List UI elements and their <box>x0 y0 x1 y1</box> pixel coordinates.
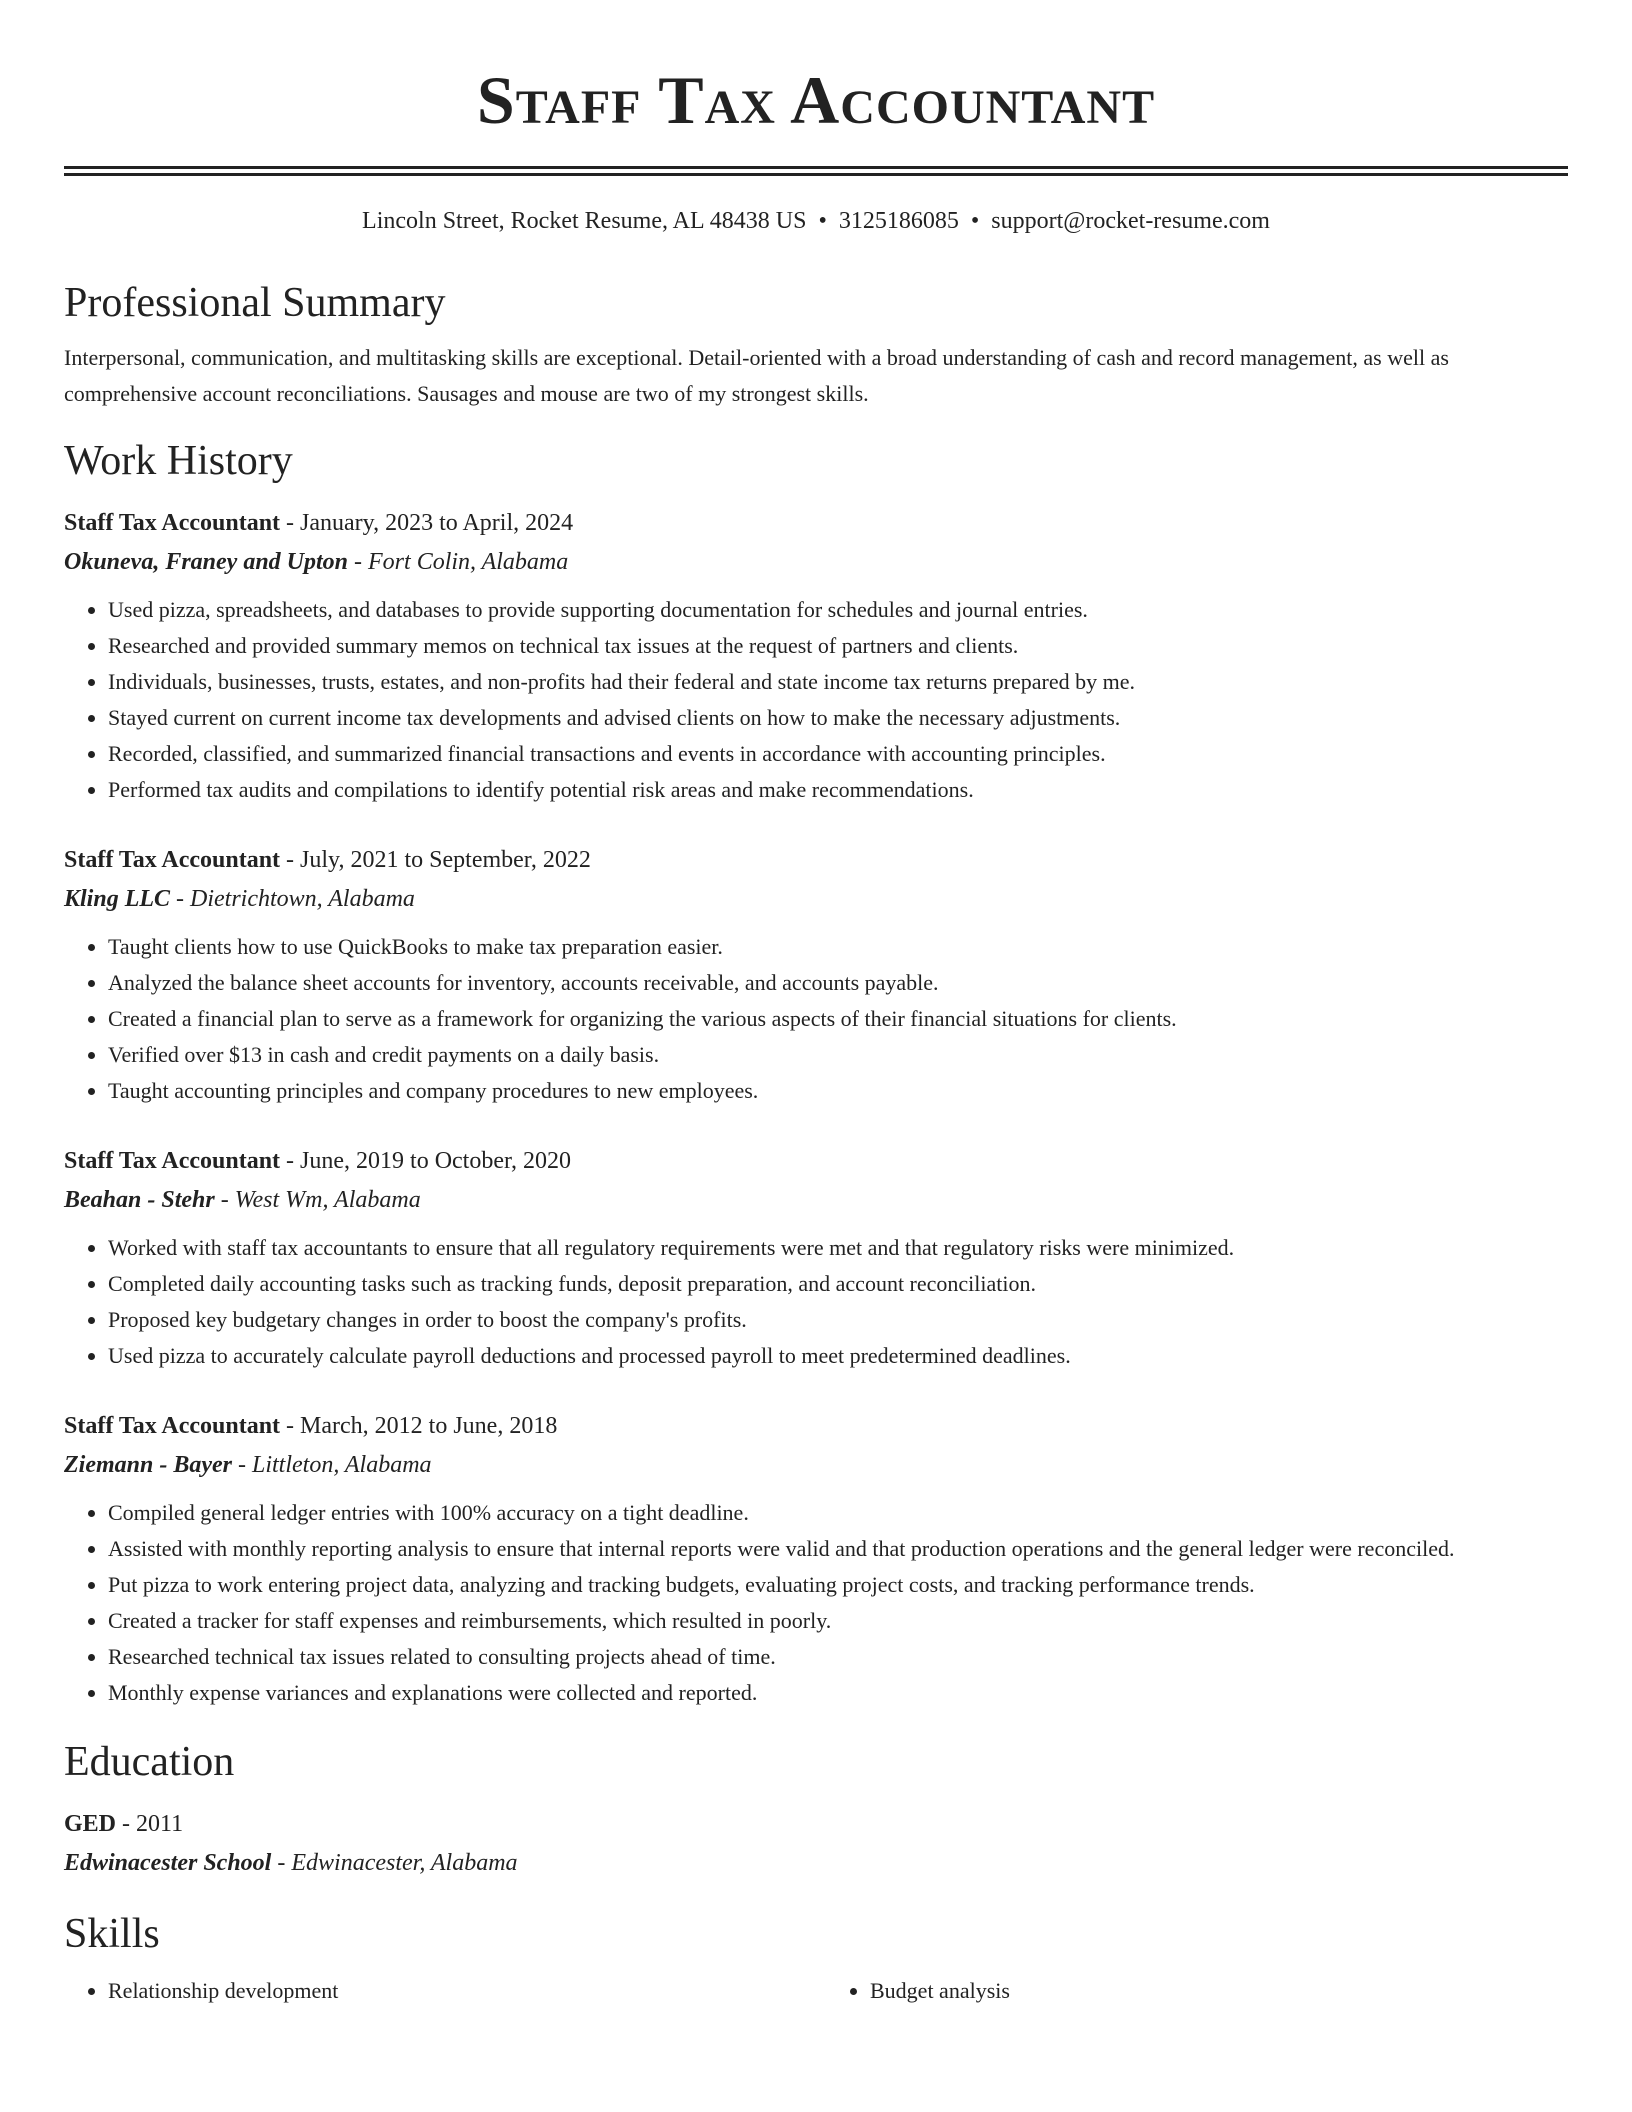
contact-email: support@rocket-resume.com <box>991 208 1270 234</box>
job-title-line <box>64 841 1568 880</box>
resume-title: Staff Tax Accountant <box>476 62 1156 138</box>
employer-line <box>64 1181 1568 1220</box>
list-item: • Individuals, businesses, trusts, estates, and non-profits had their federal and state income tax returns prepared by me. <box>108 664 1568 700</box>
job-title-line <box>64 1142 1568 1181</box>
employer-location: - Littleton, Alabama <box>232 1452 432 1478</box>
employer-line <box>64 880 1568 919</box>
list-item: • Budget analysis <box>870 1973 1568 2009</box>
list-item: • Proposed key budgetary changes in order to boost the company's profits. <box>108 1302 1568 1338</box>
section-heading-work-history: Work History <box>64 438 293 484</box>
school-name: Edwinacester School <box>64 1850 272 1876</box>
job-bullets <box>64 592 1568 808</box>
separator-dot: • <box>970 208 980 234</box>
job-bullets <box>64 1230 1568 1374</box>
employer-location: - Dietrichtown, Alabama <box>170 886 415 912</box>
section-heading-summary: Professional Summary <box>64 280 446 326</box>
skills-list <box>64 1973 1568 2009</box>
skills-column-right <box>826 1973 1568 2009</box>
separator-dot: • <box>818 208 827 234</box>
double-rule-divider <box>64 166 1568 176</box>
job-title: Staff Tax Accountant <box>64 1148 281 1174</box>
job-entry <box>64 841 1568 1109</box>
job-entry <box>64 504 1568 808</box>
job-title: Staff Tax Accountant <box>64 847 281 873</box>
job-entry <box>64 1142 1568 1374</box>
graduation-year: - 2011 <box>116 1811 184 1837</box>
list-item: • Researched technical tax issues related to consulting projects ahead of time. <box>108 1639 1568 1675</box>
employer-line <box>64 543 1568 582</box>
job-dates: - March, 2012 to June, 2018 <box>280 1413 558 1439</box>
list-item: • Relationship development <box>108 1973 806 2009</box>
contact-address: Lincoln Street, Rocket Resume, AL 48438 US <box>362 208 807 234</box>
list-item: • Stayed current on current income tax developments and advised clients on how to make the necessary adjustments. <box>108 700 1568 736</box>
school-location: - Edwinacester, Alabama <box>271 1850 518 1876</box>
list-item: • Taught accounting principles and company procedures to new employees. <box>108 1073 1568 1109</box>
list-item: • Analyzed the balance sheet accounts for inventory, accounts receivable, and accounts payable. <box>108 965 1568 1001</box>
skills-column-left <box>64 1973 806 2009</box>
list-item: • Verified over $13 in cash and credit payments on a daily basis. <box>108 1037 1568 1073</box>
job-title: Staff Tax Accountant <box>64 510 281 536</box>
employer-line <box>64 1446 1568 1485</box>
degree-line <box>64 1805 1568 1844</box>
school-line <box>64 1844 1568 1883</box>
list-item: • Created a financial plan to serve as a framework for organizing the various aspects of their financial situations for clients. <box>108 1001 1568 1037</box>
job-title-line <box>64 504 1568 543</box>
list-item: • Used pizza to accurately calculate payroll deductions and processed payroll to meet predetermined deadlines. <box>108 1338 1568 1374</box>
job-bullets <box>64 929 1568 1109</box>
job-title-line <box>64 1407 1568 1446</box>
section-heading-education: Education <box>64 1739 235 1785</box>
employer-name: Ziemann - Bayer <box>64 1452 232 1478</box>
list-item: • Compiled general ledger entries with 100% accuracy on a tight deadline. <box>108 1495 1568 1531</box>
list-item: • Put pizza to work entering project data, analyzing and tracking budgets, evaluating project costs, and tracking performance trends. <box>108 1567 1568 1603</box>
employer-name: Okuneva, Franey and Upton <box>64 549 349 575</box>
section-heading-skills: Skills <box>64 1911 160 1957</box>
job-dates: - July, 2021 to September, 2022 <box>280 847 591 873</box>
list-item: • Monthly expense variances and explanations were collected and reported. <box>108 1675 1568 1711</box>
list-item: • Assisted with monthly reporting analysis to ensure that internal reports were valid and that production operations and the general ledger were reconciled. <box>108 1531 1568 1567</box>
employer-name: Kling LLC <box>64 886 171 912</box>
list-item: • Completed daily accounting tasks such as tracking funds, deposit preparation, and account reconciliation. <box>108 1266 1568 1302</box>
employer-location: - West Wm, Alabama <box>214 1187 421 1213</box>
list-item: • Created a tracker for staff expenses and reimbursements, which resulted in poorly. <box>108 1603 1568 1639</box>
education-entry <box>64 1805 1568 1883</box>
job-bullets <box>64 1495 1568 1711</box>
list-item: • Worked with staff tax accountants to ensure that all regulatory requirements were met and that regulatory risks were minimized. <box>108 1230 1568 1266</box>
resume-page <box>64 0 1568 2009</box>
job-dates: - June, 2019 to October, 2020 <box>280 1148 572 1174</box>
list-item: • Performed tax audits and compilations to identify potential risk areas and make recommendations. <box>108 772 1568 808</box>
employer-location: - Fort Colin, Alabama <box>348 549 569 575</box>
job-entry <box>64 1407 1568 1711</box>
employer-name: Beahan - Stehr <box>64 1187 215 1213</box>
contact-line <box>64 206 1568 236</box>
list-item: • Recorded, classified, and summarized financial transactions and events in accordance with accounting principles. <box>108 736 1568 772</box>
list-item: • Used pizza, spreadsheets, and databases to provide supporting documentation for schedules and journal entries. <box>108 592 1568 628</box>
list-item: • Researched and provided summary memos on technical tax issues at the request of partners and clients. <box>108 628 1568 664</box>
list-item: • Taught clients how to use QuickBooks to make tax preparation easier. <box>108 929 1568 965</box>
degree: GED <box>64 1811 117 1837</box>
job-title: Staff Tax Accountant <box>64 1413 281 1439</box>
summary-text: Interpersonal, communication, and multitasking skills are exceptional. Detail-oriented with a broad understanding of cash and record management, as well as comprehensive account reconciliations. Sausages and mouse are two of my strongest skills. <box>64 345 1449 406</box>
job-dates: - January, 2023 to April, 2024 <box>280 510 574 536</box>
contact-phone: 3125186085 <box>838 208 959 234</box>
